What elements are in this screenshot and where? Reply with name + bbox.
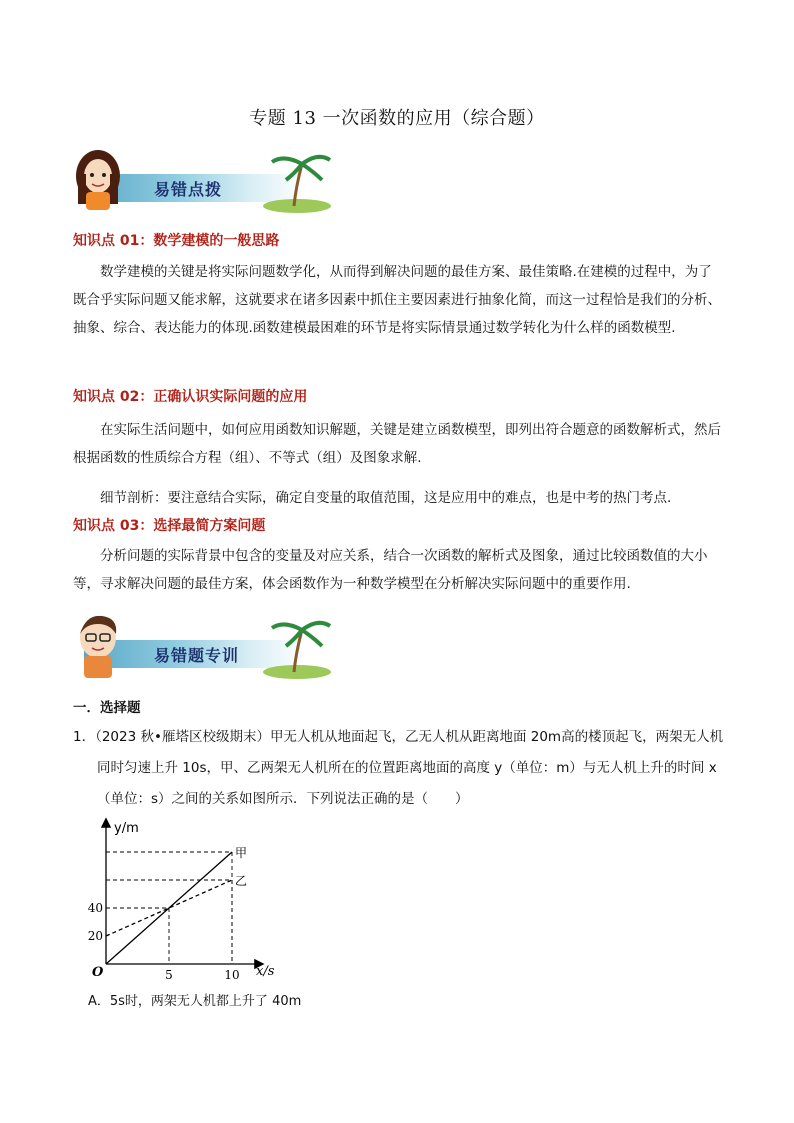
banner-label: 易错题专训 — [154, 646, 240, 665]
section-heading: 一．选择题 — [73, 700, 141, 716]
question-line-2: 同时匀速上升 10s，甲、乙两架无人机所在的位置距离地面的高度 y（单位：m）与无人机上升的时间 x — [97, 760, 717, 776]
kp2-note: 细节剖析：要注意结合实际，确定自变量的取值范围，这是应用中的难点，也是中考的热门考点. — [100, 490, 672, 506]
function-graph — [84, 812, 294, 984]
question-line-3: （单位：s）之间的关系如图所示．下列说法正确的是（ ） — [97, 791, 469, 807]
y-tick-label: 20 — [87, 929, 103, 943]
section-banner-practice — [72, 612, 332, 682]
kp2-heading: 知识点 02：正确认识实际问题的应用 — [73, 389, 308, 405]
banner-label: 易错点拨 — [154, 180, 223, 199]
question-1 — [73, 722, 733, 815]
plot-area — [88, 820, 262, 982]
series-label: 甲 — [235, 846, 248, 860]
y-tick-label: 40 — [87, 901, 103, 915]
kp1-heading: 知识点 01：数学建模的一般思路 — [73, 233, 280, 249]
section-banner-tips — [72, 146, 332, 216]
origin-label: O — [92, 965, 104, 980]
question-line-1: 1．（2023 秋•雁塔区校级期末）甲无人机从地面起飞，乙无人机从距离地面 20m高的楼顶起飞，两架无人机 — [73, 729, 724, 745]
page-title: 专题 13 一次函数的应用（综合题） — [249, 108, 545, 129]
option-a: A．5s时，两架无人机都上升了 40m — [88, 994, 302, 1009]
series-line — [106, 852, 232, 964]
series-label: 乙 — [235, 874, 248, 888]
y-axis-label: y/m — [114, 821, 139, 836]
kp3-heading: 知识点 03：选择最简方案问题 — [73, 518, 266, 534]
kp3-text: 分析问题的实际背景中包含的变量及对应关系，结合一次函数的解析式及图象，通过比较函数值的大小等，寻求解决问题的最佳方案，体会函数作为一种数学模型在分析解决实际问题中的重要作用. — [73, 548, 708, 592]
kp2-text: 在实际生活问题中，如何应用函数知识解题，关键是建立函数模型，即列出符合题意的函数解析式，然后根据函数的性质综合方程（组）、不等式（组）及图象求解. — [73, 422, 721, 466]
kp1-text: 数学建模的关键是将实际问题数学化，从而得到解决问题的最佳方案、最佳策略.在建模的过程中，为了既合乎实际问题又能求解，这就要求在诸多因素中抓住主要因素进行抽象化简，而这一过程恰是我们的分析、抽象、综合、表达能力的体现.函数建模最困难的环节是将实际情景通过数学转化为什么样的函数模型. — [73, 264, 721, 336]
x-tick-label: 10 — [224, 968, 240, 982]
x-axis-label: x/s — [256, 964, 275, 979]
x-tick-label: 5 — [165, 968, 173, 982]
